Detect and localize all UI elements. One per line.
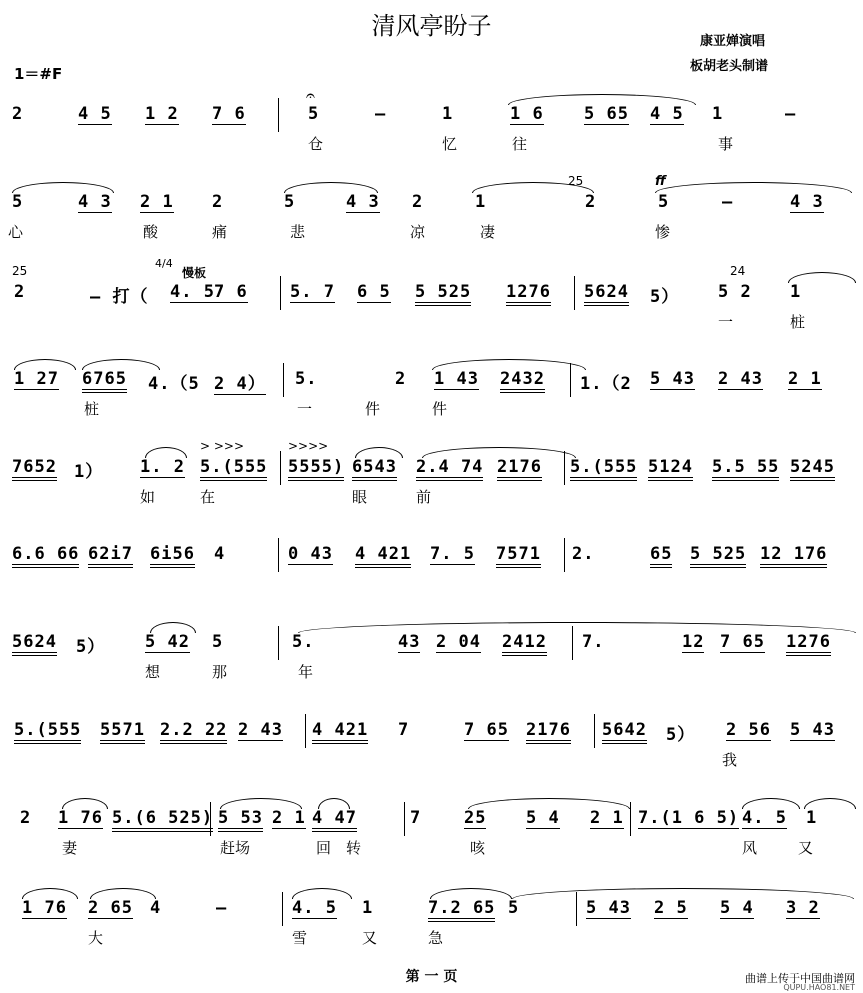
lyric: 转: [346, 839, 362, 857]
note: 43: [398, 632, 421, 652]
note: 6543: [352, 457, 397, 481]
staff-row-2: [0, 174, 863, 262]
note: – 打（: [90, 287, 149, 307]
lyric: 风: [742, 839, 758, 857]
bar-line: [210, 802, 211, 836]
note: 2 4）: [214, 369, 266, 395]
note: 5 525: [690, 544, 746, 568]
lyric: 雪: [292, 929, 308, 947]
bar-line: [305, 714, 306, 748]
lyric: 又: [798, 839, 814, 857]
note: 5. 7: [290, 282, 335, 302]
note: 2412: [502, 632, 547, 656]
note: 7.: [582, 632, 605, 652]
note: 4. 5: [170, 282, 215, 302]
lyric: 酸: [143, 223, 159, 241]
lyric: 赶场: [220, 839, 251, 857]
bar-line: [278, 626, 279, 660]
note: 2: [20, 808, 32, 828]
note: 1）: [74, 462, 104, 482]
note: 5555): [288, 457, 344, 481]
note: 6.6 66: [12, 544, 79, 568]
note: 5624: [584, 282, 629, 306]
grace-notes: 25: [568, 174, 584, 188]
note: 5571: [100, 720, 145, 744]
note: 7: [410, 808, 422, 828]
note: 5 4: [526, 808, 560, 828]
note: 5 53: [218, 808, 263, 832]
tempo-marking: 慢板: [182, 266, 207, 280]
lyric: 凄: [480, 223, 496, 241]
lyric: 前: [416, 488, 432, 506]
note: 5642: [602, 720, 647, 744]
note: 2: [212, 192, 224, 212]
note: 1 76: [58, 808, 103, 828]
note: 5124: [648, 457, 693, 481]
note: –: [216, 898, 228, 918]
note: 2.4 74: [416, 457, 483, 481]
note: 7 6: [214, 282, 248, 302]
note: 7 6: [212, 104, 246, 124]
note: 2 65: [88, 898, 133, 918]
note: 62i7: [88, 544, 133, 568]
lyric: 件: [365, 400, 381, 418]
slur: [298, 622, 856, 633]
note: 5 4: [720, 898, 754, 918]
note: 1 43: [434, 369, 479, 389]
bar-line: [576, 892, 577, 926]
bar-line: [278, 538, 279, 572]
lyric: 件: [432, 400, 448, 418]
note: 5 2: [718, 282, 752, 302]
note: 1: [362, 898, 374, 918]
note: 2: [12, 104, 24, 124]
note: 65: [650, 544, 672, 568]
key-signature: 1＝#F: [14, 65, 63, 83]
note: 1 76: [22, 898, 67, 918]
bar-line: [630, 802, 631, 836]
note: 5624: [12, 632, 57, 656]
staff-row-5: [0, 439, 863, 527]
note: 1: [712, 104, 724, 124]
note: 2 04: [436, 632, 481, 652]
lyric: 凉: [410, 223, 426, 241]
lyric: 痛: [212, 223, 228, 241]
note: 1 2: [145, 104, 179, 124]
note: 2.: [572, 544, 595, 564]
note: 5.(555: [14, 720, 81, 744]
note: 7 65: [464, 720, 509, 740]
note: –: [785, 104, 797, 124]
note: 1.（2: [580, 374, 632, 394]
note: 1: [442, 104, 454, 124]
bar-line: [564, 451, 565, 485]
lyric: 忆: [442, 135, 458, 153]
lyric: 想: [145, 663, 161, 681]
note: 4 3: [790, 192, 824, 212]
note: 2 1: [788, 369, 822, 389]
note: 5: [508, 898, 520, 918]
note: 5: [658, 192, 670, 212]
bar-line: [282, 892, 283, 926]
lyric: 在: [200, 488, 216, 506]
bar-line: [280, 451, 281, 485]
bar-line: [572, 626, 573, 660]
note: 5）: [76, 637, 106, 657]
dynamic-marking: ff: [655, 174, 666, 189]
lyric: 桩: [790, 313, 806, 331]
note: 12 176: [760, 544, 827, 568]
note: 2: [412, 192, 424, 212]
lyric: 年: [298, 663, 314, 681]
note: 5: [212, 632, 224, 652]
note: 2176: [526, 720, 571, 744]
staff-row-8: [0, 720, 863, 790]
note: 5245: [790, 457, 835, 481]
note: 7571: [496, 544, 541, 568]
grace-notes: 24: [730, 264, 746, 278]
note: 5.(555: [570, 457, 637, 481]
lyric: 眼: [352, 488, 368, 506]
note: 1: [790, 282, 802, 302]
note: 2: [585, 192, 597, 212]
staff-row-7: [0, 632, 863, 702]
bar-line: [283, 363, 284, 397]
note: 5.(555: [200, 457, 267, 481]
lyric: 回: [316, 839, 332, 857]
lyric: 我: [722, 751, 738, 769]
note: 1: [475, 192, 487, 212]
note: 6i56: [150, 544, 195, 568]
note: 0 43: [288, 544, 333, 564]
staff-row-1: [0, 86, 863, 174]
note: 4. 5: [742, 808, 787, 828]
note: 5）: [650, 287, 680, 307]
grace-notes: 25: [12, 264, 28, 278]
lyric: 咳: [470, 839, 486, 857]
note: 12: [682, 632, 705, 652]
note: 2 5: [654, 898, 688, 918]
bar-line: [564, 538, 565, 572]
note: 2 43: [238, 720, 283, 740]
staff-row-3: [0, 257, 863, 352]
bar-line: [570, 363, 571, 397]
staff-row-6: [0, 544, 863, 614]
note: 5 43: [586, 898, 631, 918]
bar-line: [594, 714, 595, 748]
lyric: 那: [212, 663, 228, 681]
note: 2 1: [140, 192, 174, 212]
time-signature: 4/4: [155, 257, 173, 270]
note: 2: [395, 369, 407, 389]
staff-row-4: [0, 369, 863, 439]
bar-line: [280, 276, 281, 310]
note: 5: [284, 192, 296, 212]
note: 7. 5: [430, 544, 475, 564]
bar-line: [404, 802, 405, 836]
note: 5）: [666, 725, 696, 745]
staff-row-10: [0, 898, 863, 968]
note: 4: [150, 898, 162, 918]
note: 6 5: [357, 282, 391, 302]
lyric: 一: [718, 313, 734, 331]
note: 5 43: [650, 369, 695, 389]
note: –: [375, 104, 387, 124]
note: 1: [806, 808, 818, 828]
note: 2.2 22: [160, 720, 227, 744]
note: 5.(6 525): [112, 808, 213, 832]
note: 2: [14, 282, 26, 302]
accent-marks: > >>>: [200, 439, 245, 453]
note: 5 43: [790, 720, 835, 740]
staff-row-9: [0, 808, 863, 878]
bar-line: [278, 98, 279, 132]
note: 5.: [295, 369, 318, 389]
note: 4 5: [78, 104, 112, 124]
note: –: [722, 192, 734, 212]
note: 4: [214, 544, 226, 564]
note: 6765: [82, 369, 127, 393]
watermark-text: 曲谱上传于中国曲谱网: [745, 972, 855, 985]
lyric: 又: [362, 929, 378, 947]
watermark-url: QUPU.HAO81.NET: [783, 983, 855, 992]
note: 5: [308, 104, 320, 124]
fermata-icon: 𝄐: [306, 86, 315, 105]
lyric: 妻: [62, 839, 78, 857]
note: 5.5 55: [712, 457, 779, 481]
note: 2 1: [590, 808, 624, 828]
lyric: 心: [8, 223, 24, 241]
bar-line: [574, 276, 575, 310]
note: 5 525: [415, 282, 471, 306]
note: 1 6: [510, 104, 544, 124]
lyric: 悲: [290, 223, 306, 241]
lyric: 一: [297, 400, 313, 418]
note: 4 3: [346, 192, 380, 212]
lyric: 大: [88, 929, 104, 947]
note: 2176: [497, 457, 542, 481]
lyric: 桩: [84, 400, 100, 418]
arranger-credit: 板胡老头制谱: [690, 59, 769, 74]
note: 1276: [786, 632, 831, 656]
note: 5: [12, 192, 24, 212]
lyric: 仓: [308, 135, 324, 153]
note: 2 1: [272, 808, 306, 828]
note: 7.(1 6 5): [638, 808, 740, 828]
singer-credit: 康亚婵演唱: [700, 34, 766, 49]
note: 4 3: [78, 192, 112, 212]
note: 2 56: [726, 720, 771, 740]
note: 2432: [500, 369, 545, 393]
note: 5 65: [584, 104, 629, 124]
lyric: 惨: [655, 223, 671, 241]
lyric: 如: [140, 488, 156, 506]
note: 1. 2: [140, 457, 185, 477]
page-number: 第 一 页: [405, 969, 458, 985]
note: 4 5: [650, 104, 684, 124]
note: 5 42: [145, 632, 190, 652]
note: 7652: [12, 457, 57, 481]
note: 7.2 65: [428, 898, 495, 922]
note: 5.: [292, 632, 315, 652]
note: 4. 5: [292, 898, 337, 918]
note: 4 421: [355, 544, 411, 568]
lyric: 事: [718, 135, 734, 153]
accent-marks: >>>>: [288, 439, 329, 453]
note: 25: [464, 808, 487, 828]
note: 1 27: [14, 369, 59, 389]
lyric: 往: [512, 135, 528, 153]
note: 7 65: [720, 632, 765, 652]
note: 2 43: [718, 369, 763, 389]
note: 4.（5: [148, 374, 200, 394]
note: 1276: [506, 282, 551, 306]
note: 7: [398, 720, 410, 740]
note: 4 47: [312, 808, 357, 832]
lyric: 急: [428, 929, 444, 947]
note: 3 2: [786, 898, 820, 918]
note: 4 421: [312, 720, 368, 744]
score-title: 清风亭盼子: [371, 12, 492, 40]
